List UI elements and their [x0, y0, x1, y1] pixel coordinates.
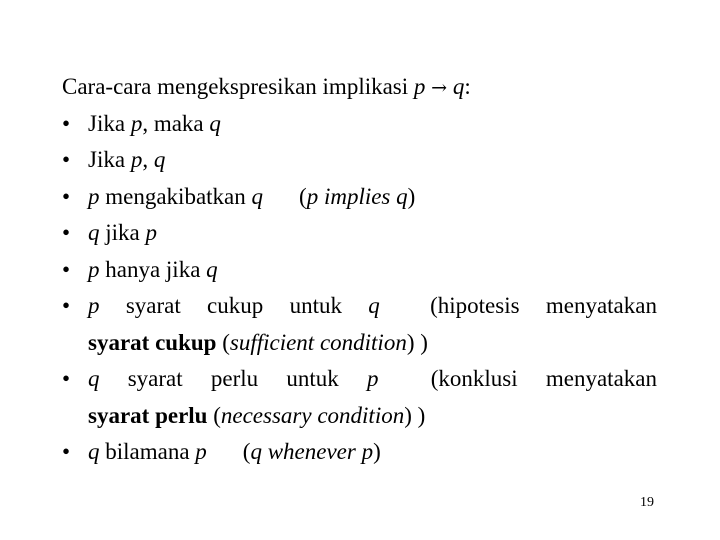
item-var: q	[251, 183, 264, 209]
item-word: menyatakan	[545, 366, 657, 391]
item-text: (	[216, 329, 230, 355]
heading-text: Cara-cara mengekspresikan implikasi	[62, 74, 409, 99]
item-text: ) )	[406, 329, 428, 355]
item-word: cukup	[207, 293, 264, 318]
heading-var-q: q	[452, 74, 465, 99]
item-var: p	[88, 293, 100, 318]
implies-arrow-icon: →	[431, 77, 448, 99]
item-var: p	[88, 256, 100, 282]
bullet-icon: •	[62, 147, 71, 172]
bullet-item-8	[62, 434, 657, 471]
item-text: Jika	[88, 147, 131, 172]
item-word: menyatakan	[545, 293, 657, 318]
item-text: (	[242, 439, 251, 464]
bullet-item-4	[62, 215, 657, 252]
heading-var-p: p	[413, 74, 426, 99]
item-text: (	[299, 183, 307, 209]
bullet-icon: •	[62, 110, 71, 136]
item-text: Jika	[88, 110, 131, 136]
item-var: q	[153, 147, 166, 172]
bullet-icon: •	[62, 256, 71, 282]
item-var: q	[368, 293, 380, 318]
item-italic-note: sufficient condition	[229, 329, 407, 355]
bullet-icon: •	[62, 220, 71, 245]
item-bold-term: syarat cukup	[88, 329, 217, 355]
item-var: p	[367, 366, 379, 391]
item-word: perlu	[210, 366, 259, 391]
bullet-item-7-continuation	[62, 398, 657, 435]
slide-body	[62, 69, 657, 471]
item-var: p	[130, 147, 143, 172]
bullet-icon: •	[62, 366, 71, 391]
item-word: (konklusi	[430, 366, 518, 391]
item-text: (	[207, 402, 221, 428]
item-text: )	[373, 439, 381, 464]
item-text: bilamana	[99, 439, 196, 464]
item-var: q	[88, 439, 100, 464]
item-text: ,	[142, 147, 154, 172]
item-word: syarat	[127, 366, 183, 391]
item-text: mengakibatkan	[99, 183, 252, 209]
bullet-icon: •	[62, 439, 71, 464]
bullet-icon: •	[62, 293, 71, 318]
heading-colon: :	[464, 74, 471, 99]
item-word: untuk	[286, 366, 339, 391]
item-italic-note: q whenever p	[250, 439, 374, 464]
bullet-icon: •	[62, 183, 71, 209]
item-word: syarat	[125, 293, 181, 318]
item-var: p	[130, 110, 143, 136]
item-text: hanya jika	[99, 256, 207, 282]
heading-line	[62, 69, 657, 106]
item-var: q	[88, 366, 100, 391]
item-italic-note: p implies q	[306, 183, 408, 209]
item-text: jika	[99, 220, 146, 245]
bullet-item-3	[62, 179, 657, 216]
item-var: q	[209, 110, 221, 136]
page-number: 19	[640, 495, 654, 510]
item-text: )	[407, 183, 416, 209]
item-var: q	[206, 256, 218, 282]
bullet-item-2	[62, 142, 657, 179]
bullet-item-6-continuation	[62, 325, 657, 362]
item-word: (hipotesis	[430, 293, 520, 318]
item-var: q	[88, 220, 100, 245]
item-word: untuk	[289, 293, 342, 318]
bullet-item-6	[62, 288, 657, 325]
bullet-item-7	[62, 361, 657, 398]
item-text: ) )	[404, 402, 426, 428]
item-var: p	[195, 439, 207, 464]
bullet-item-5	[62, 252, 657, 289]
item-var: p	[88, 183, 100, 209]
item-text: , maka	[142, 110, 210, 136]
item-italic-note: necessary condition	[220, 402, 405, 428]
item-var: p	[145, 220, 157, 245]
bullet-item-1	[62, 106, 657, 143]
item-bold-term: syarat perlu	[88, 402, 208, 428]
